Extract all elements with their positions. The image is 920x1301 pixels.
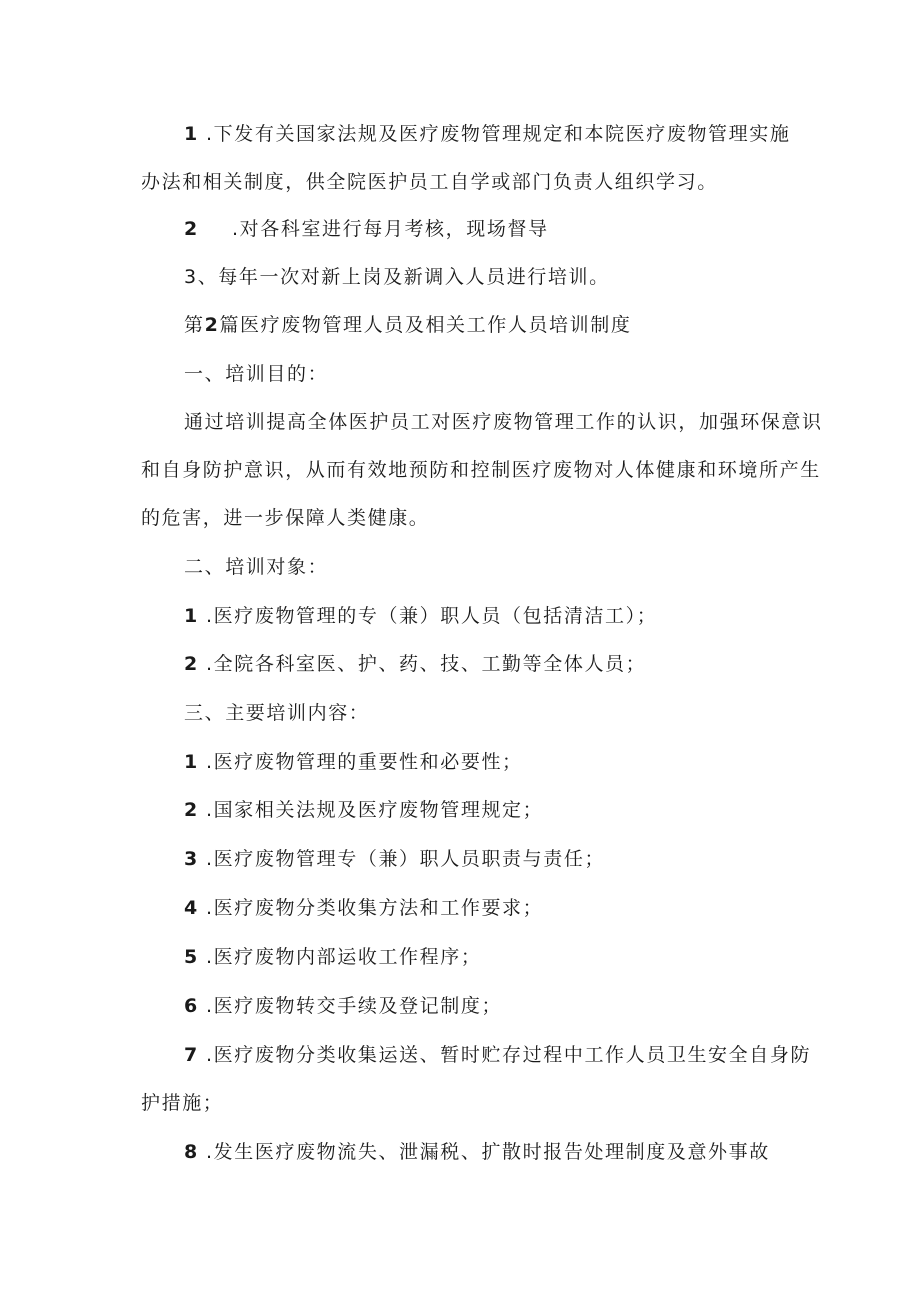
paragraph-1-line-2: 办法和相关制度，供全院医护员工自学或部门负责人组织学习。	[141, 171, 718, 193]
list-item-text: .医疗废物管理的专（兼）职人员（包括清洁工）；	[206, 605, 658, 627]
section-3-item-5	[184, 945, 481, 969]
section-3-item-6	[184, 994, 502, 1018]
list-number: 2	[184, 653, 199, 675]
list-number: 6	[184, 995, 199, 1017]
section-1-heading: 一、培训目的：	[184, 363, 329, 385]
list-item-text: .医疗废物转交手续及登记制度；	[206, 995, 503, 1017]
list-number: 3	[184, 848, 199, 870]
chapter-prefix: 第	[184, 314, 205, 336]
section-3-item-2	[184, 798, 543, 822]
paragraph-text: .对各科室进行每月考核，现场督导	[232, 218, 549, 240]
list-number: 4	[184, 897, 199, 919]
list-item-text: .国家相关法规及医疗废物管理规定；	[206, 799, 544, 821]
section-3-item-1	[184, 750, 523, 774]
list-item-text: .医疗废物分类收集方法和工作要求；	[206, 897, 544, 919]
list-number: 1	[184, 123, 199, 145]
chapter-heading	[184, 313, 631, 337]
list-number: 7	[184, 1044, 199, 1066]
section-2-item-1	[184, 604, 657, 628]
list-number: 5	[184, 946, 199, 968]
list-number: 1	[184, 751, 199, 773]
section-3-item-7-continuation: 护措施；	[141, 1092, 224, 1114]
paragraph-3: 3、每年一次对新上岗及新调入人员进行培训。	[184, 266, 610, 288]
list-item-text: .医疗废物管理的重要性和必要性；	[206, 751, 523, 773]
paragraph-2	[184, 217, 549, 241]
section-1-line-1: 通过培训提高全体医护员工对医疗废物管理工作的认识，加强环保意识	[184, 411, 823, 433]
list-number: 2	[184, 218, 199, 240]
section-1-line-3: 的危害，进一步保障人类健康。	[141, 507, 430, 529]
section-3-item-8	[184, 1140, 770, 1164]
section-3-item-4	[184, 896, 543, 920]
list-item-text: .医疗废物内部运收工作程序；	[206, 946, 482, 968]
section-2-heading: 二、培训对象：	[184, 556, 329, 578]
paragraph-text: .下发有关国家法规及医疗废物管理规定和本院医疗废物管理实施	[206, 123, 791, 145]
list-item-text: .全院各科室医、护、药、技、工勤等全体人员；	[206, 653, 647, 675]
chapter-number: 2	[204, 314, 220, 336]
list-number: 1	[184, 605, 199, 627]
section-3-item-7	[184, 1043, 811, 1067]
list-item-text: .医疗废物管理专（兼）职人员职责与责任；	[206, 848, 606, 870]
list-item-text: .医疗废物分类收集运送、暂时贮存过程中工作人员卫生安全自身防	[206, 1044, 812, 1066]
list-number: 2	[184, 799, 199, 821]
section-2-item-2	[184, 652, 646, 676]
list-item-text: .发生医疗废物流失、泄漏税、扩散时报告处理制度及意外事故	[206, 1141, 770, 1163]
section-1-line-2: 和自身防护意识，从而有效地预防和控制医疗废物对人体健康和环境所产生	[141, 459, 821, 481]
section-3-item-3	[184, 847, 605, 871]
section-3-heading: 三、主要培训内容：	[184, 702, 370, 724]
paragraph-1-line-1	[184, 122, 790, 146]
chapter-title: 篇医疗废物管理人员及相关工作人员培训制度	[219, 314, 632, 336]
list-number: 8	[184, 1141, 199, 1163]
